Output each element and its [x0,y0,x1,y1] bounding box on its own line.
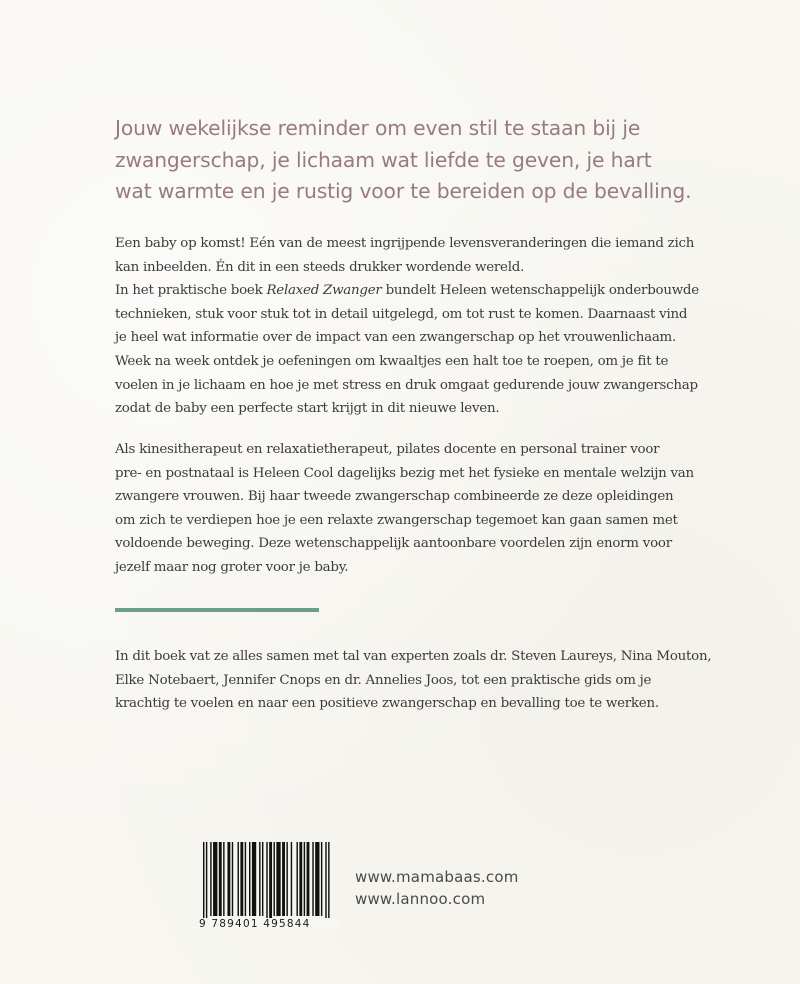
barcode-bar [210,842,211,916]
barcode-bar [206,842,207,922]
section-divider [115,608,319,612]
intro-line: wat warmte en je rustig voor te bereiden op de bevalling. [115,179,692,203]
paragraph-line: je heel wat informatie over de impact van een zwangerschap op het vrouwenlichaam. [115,330,677,346]
barcode-bar [259,842,260,916]
barcode-bar [315,842,319,916]
line-text: bundelt Heleen wetenschappelijk onderbouwde [381,283,699,299]
website-lannoo-link[interactable]: www.lannoo.com [355,890,486,908]
barcode-bar [276,842,280,916]
barcode-bar [213,842,217,916]
intro-line: zwangerschap, je lichaam wat liefde te geven, je hart [115,147,652,172]
barcode-bar [273,842,274,916]
paragraph-line: technieken, stuk voor stuk tot in detail uitgelegd, om tot rust te komen. Daarnaast vind [115,306,688,322]
paragraph-line: In dit boek vat ze alles samen met tal van experten zoals dr. Steven Laureys, Nina Mouton, [115,649,712,664]
barcode-bar [304,842,305,916]
isbn-barcode [197,842,337,932]
paragraph-line: Week na week ontdek je oefeningen om kwaaltjes een halt toe te roepen, om je fit te [115,353,669,369]
paragraph-line: krachtig te voelen en naar een positieve zwangerschap en bevalling toe te werken. [115,696,659,712]
paragraph-line: Elke Notebaert, Jennifer Cnops en dr. Annelies Joos, tot een praktische gids om je [115,672,652,688]
paragraph-line: pre- en postnataal is Heleen Cool dagelijks bezig met het fysieke en mentale welzijn van [115,465,694,481]
paragraph-line: voldoende beweging. Deze wetenschappelijk aantoonbare voordelen zijn enorm voor [115,536,672,552]
barcode-bar [312,842,313,916]
paragraph-line: Een baby op komst! Eén van de meest ingrijpende levensveranderingen die iemand zich [115,236,695,251]
website-links [355,866,519,910]
barcode-bar [269,842,272,922]
barcode-bar [328,842,329,922]
barcode-bar [286,842,287,916]
barcode-bars [203,842,331,922]
barcode-bar [238,842,239,916]
barcode-bar [227,842,230,916]
paragraph-line: zodat de baby een perfecte start krijgt in dit nieuwe leven. [115,401,500,417]
barcode-bar [245,842,246,916]
description-paragraph-1 [115,232,699,421]
barcode-bar [203,842,204,922]
barcode-bar [307,842,310,916]
line-text: In het praktische boek [115,283,267,299]
barcode-bar [240,842,243,916]
barcode-bar [299,842,302,916]
barcode-bar [223,842,224,916]
intro-line: Jouw wekelijkse reminder om even stil te staan bij je [115,116,641,140]
barcode-bar [266,842,267,922]
isbn-number: 9 789401 495844 [197,918,339,930]
paragraph-line: zwangere vrouwen. Bij haar tweede zwangerschap combineerde ze deze opleidingen [115,489,674,505]
barcode-bar [262,842,263,916]
description-paragraph-3 [115,645,712,716]
barcode-bar [291,842,292,916]
paragraph-line: kan inbeelden. Én dit in een steeds drukker wordende wereld. [115,259,525,275]
barcode-bar [219,842,222,916]
intro-tagline [115,113,692,208]
barcode-bar [252,842,256,916]
paragraph-line: om zich te verdiepen hoe je een relaxte zwangerschap tegemoet kan gaan samen met [115,512,678,528]
paragraph-line: voelen in je lichaam en hoe je met stress en druk omgaat gedurende jouw zwangerschap [115,377,698,393]
book-title-italic: Relaxed Zwanger [266,283,382,299]
barcode-bar [321,842,322,916]
website-mamabaas-link[interactable]: www.mamabaas.com [355,868,519,886]
barcode-bar [296,842,297,916]
paragraph-line: Als kinesitherapeut en relaxatietherapeut, pilates docente en personal trainer voor [115,442,660,457]
barcode-bar [249,842,250,916]
paragraph-line: jezelf maar nog groter voor je baby. [115,559,349,575]
description-paragraph-2 [115,438,695,580]
barcode-bar [325,842,326,922]
paragraph-line [115,279,699,303]
barcode-bar [232,842,233,916]
barcode-graphic [203,842,331,922]
barcode-bar [282,842,285,916]
